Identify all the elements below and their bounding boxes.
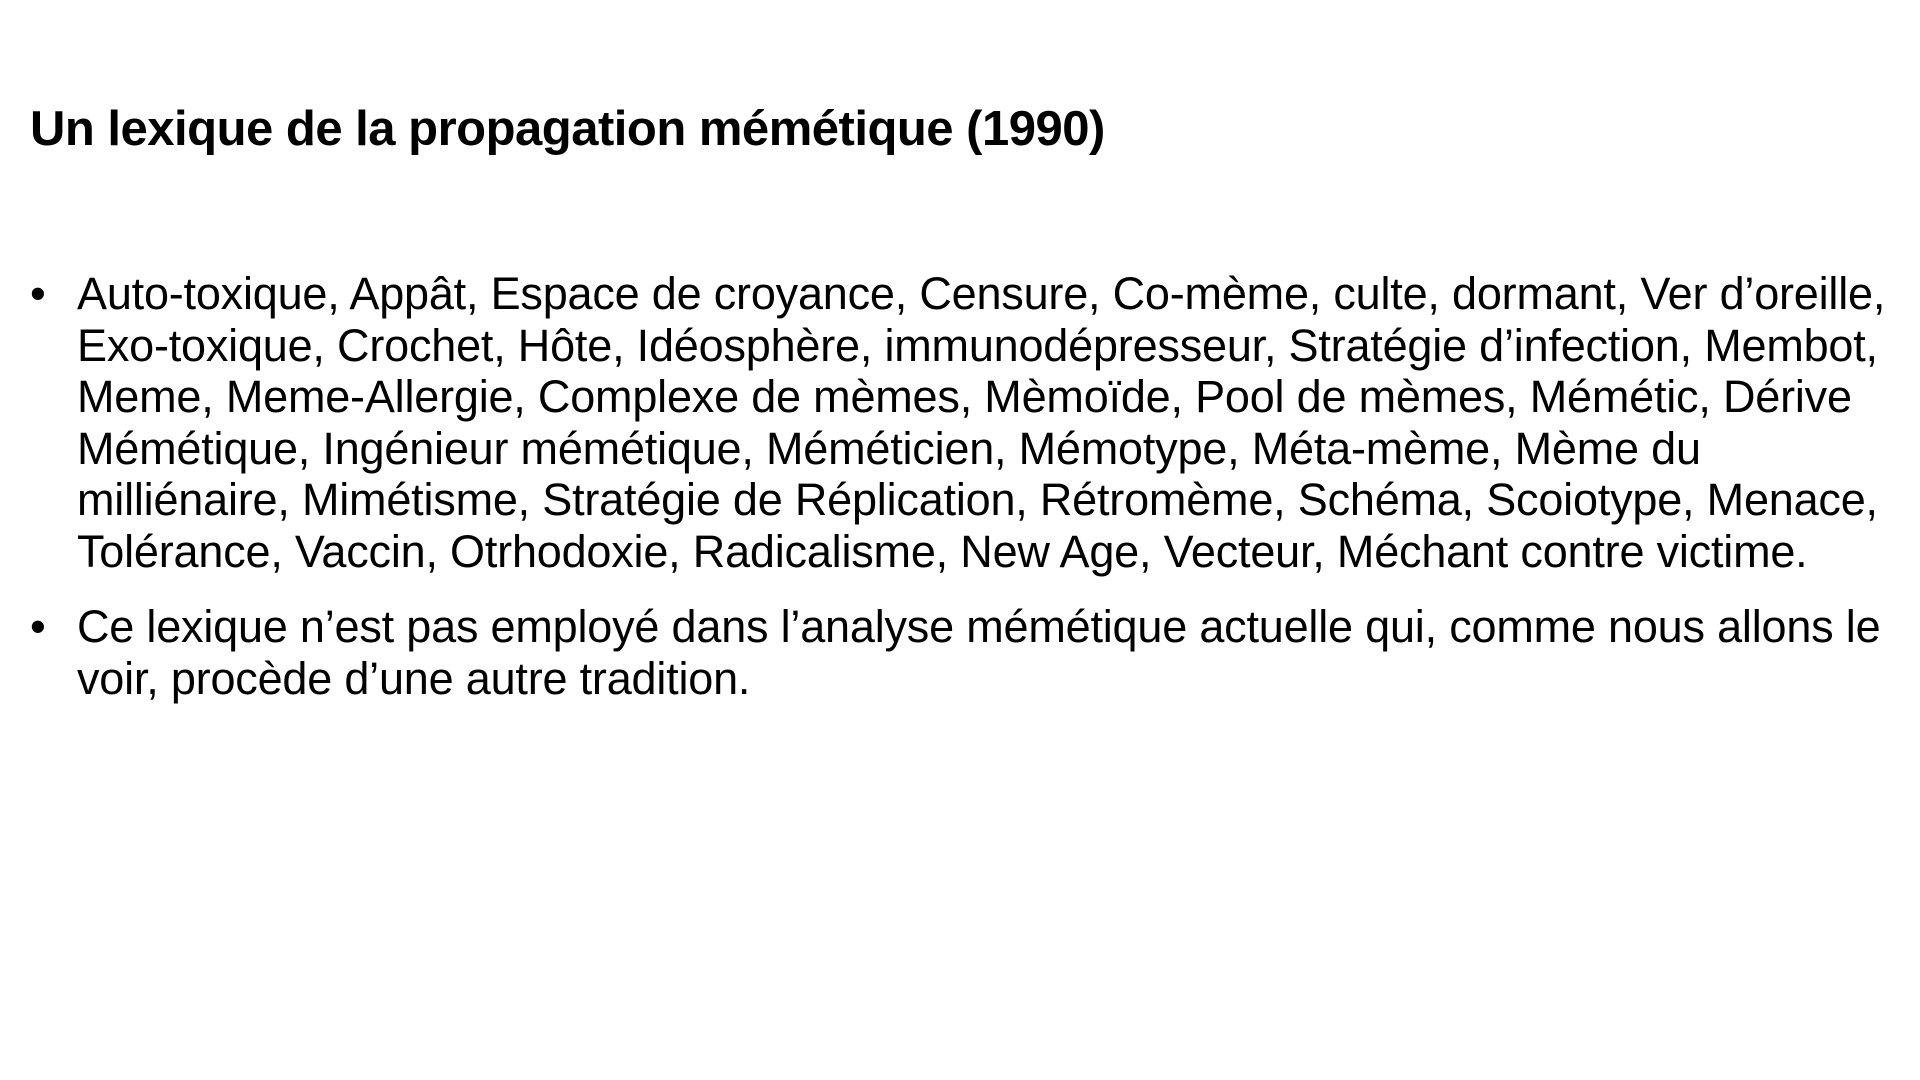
slide-title: Un lexique de la propagation mémétique (1990) bbox=[30, 102, 1105, 156]
bullet-text: Ce lexique n’est pas employé dans l’analyse mémétique actuelle qui, comme nous allons le voir, procède d’une autre tradition. bbox=[77, 601, 1881, 704]
bullet-text: Auto-toxique, Appât, Espace de croyance, Censure, Co-mème, culte, dormant, Ver d’oreille, Exo-toxique, Crochet, Hôte, Idéosphère, immunodépresseur, Stratégie d’infection, Membot, Meme, Meme-Allergie, Complexe de mèmes, Mèmoïde, Pool de mèmes, Mémétic, Dérive Mémétique, Ingénieur mémétique, Méméticien, Mémotype, Méta-mème, Mème du milliénaire, Mimétisme, Stratégie de Réplication, Rétromème, Schéma, Scoiotype, Menace, Tolérance, Vaccin, Otrhodoxie, Radicalisme, New Age, Vecteur, Méchant contre victime. bbox=[77, 268, 1886, 577]
bullet-list bbox=[30, 268, 1900, 728]
bullet-marker: • bbox=[30, 268, 46, 319]
bullet-item-lexicon bbox=[30, 268, 1900, 577]
bullet-item-note bbox=[30, 601, 1900, 704]
bullet-marker: • bbox=[30, 601, 46, 652]
